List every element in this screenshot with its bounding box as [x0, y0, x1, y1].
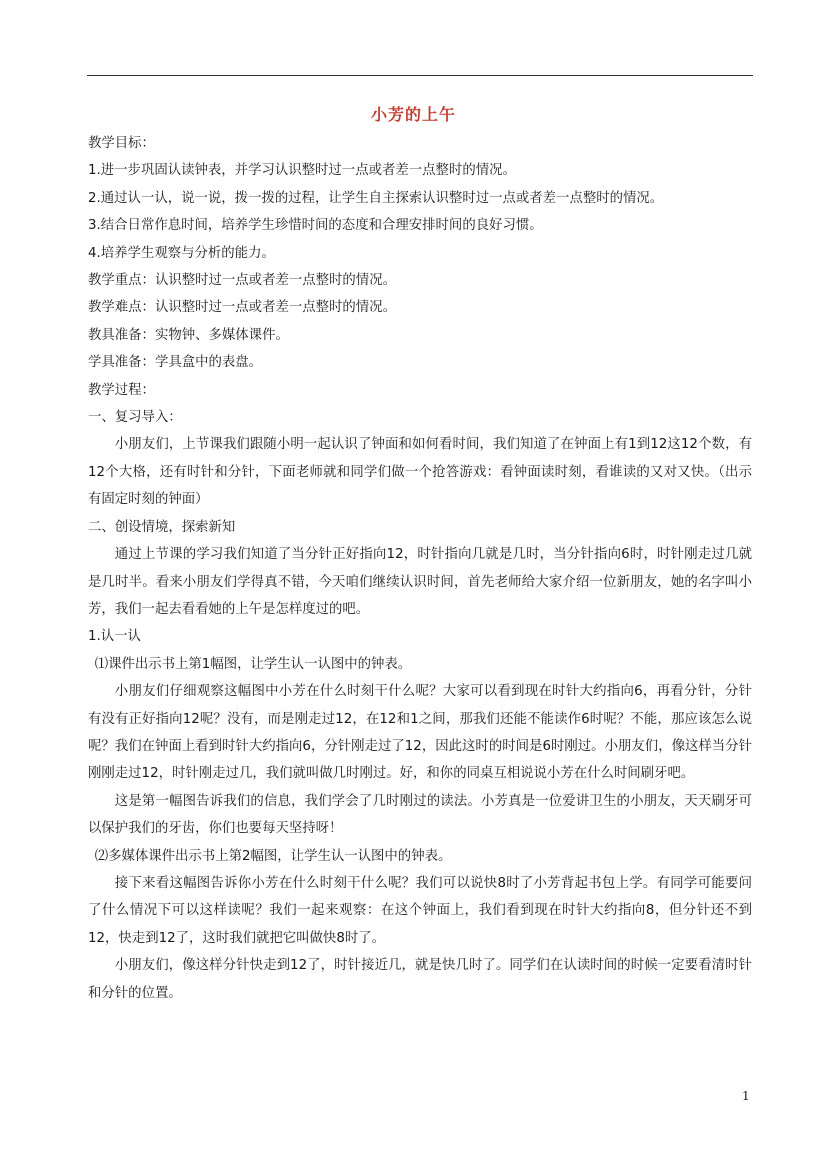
document-title: 小芳的上午	[370, 105, 456, 124]
paragraph: 这是第一幅图告诉我们的信息，我们学会了几时刚过的读法。小芳真是一位爱讲卫生的小朋友，天天刷牙可以保护我们的牙齿，你们也要每天坚持呀！	[88, 793, 752, 837]
paragraph: 3.结合日常作息时间，培养学生珍惜时间的态度和合理安排时间的良好习惯。	[88, 218, 543, 234]
header-rule	[87, 75, 753, 76]
paragraph: 小朋友们仔细观察这幅图中小芳在什么时刻干什么呢？大家可以看到现在时针大约指向6，再看分针，分针有没有正好指向12呢？没有，而是刚走过12，在12和1之间，那我们还能不能读作6时呢？不能，那应该怎么说呢？我们在钟面上看到时针大约指向6，分针刚走过了12，因此这时的时间是6时刚过。小朋友们，像这样当分针刚刚走过12，时针刚走过几，我们就叫做几时刚过。好，和你的同桌互相说说小芳在什么时间刷牙吧。	[88, 684, 752, 782]
paragraph: ⑴课件出示书上第1幅图，让学生认一认图中的钟表。	[94, 656, 412, 672]
paragraph: 教学目标：	[88, 136, 155, 151]
paragraph: 一、复习导入：	[88, 410, 182, 426]
paragraph: 通过上节课的学习我们知道了当分针正好指向12，时针指向几就是几时，当分针指向6时，时针刚走过几就是几时半。看来小朋友们学得真不错，今天咱们继续认识时间，首先老师给大家介绍一位新朋友，她的名字叫小芳，我们一起去看看她的上午是怎样度过的吧。	[88, 547, 752, 617]
paragraph: 教学难点：认识整时过一点或者差一点整时的情况。	[88, 300, 396, 316]
paragraph: 1.认一认	[88, 629, 141, 645]
paragraph: 2.通过认一认，说一说，拨一拨的过程，让学生自主探索认识整时过一点或者差一点整时的情况。	[88, 190, 664, 206]
paragraph: 小朋友们，像这样分针快走到12了，时针接近几，就是快几时了。同学们在认读时间的时候一定要看清时针和分针的位置。	[88, 958, 752, 1001]
paragraph: 小朋友们，上节课我们跟随小明一起认识了钟面和如何看时间，我们知道了在钟面上有1到12这12个数，有12个大格，还有时针和分针，下面老师就和同学们做一个抢答游戏：看钟面读时刻，看谁读的又对又快。（出示有固定时刻的钟面）	[88, 437, 752, 508]
paragraph: 教学过程：	[88, 382, 155, 398]
paragraph: 接下来看这幅图告诉你小芳在什么时刻干什么呢？我们可以说快8时了小芳背起书包上学。有同学可能要问了什么情况下可以这样读呢？我们一起来观察：在这个钟面上，我们看到现在时针大约指向8，但分针还不到12，快走到12了，这时我们就把它叫做快8时了。	[88, 875, 752, 946]
document-body	[88, 130, 752, 1007]
paragraph: 学具准备：学具盒中的表盘。	[88, 355, 263, 371]
paragraph: 1.进一步巩固认读钟表，并学习认识整时过一点或者差一点整时的情况。	[88, 163, 516, 179]
paragraph: 教具准备：实物钟、多媒体课件。	[88, 327, 289, 343]
paragraph: 二、创设情境，探索新知	[88, 519, 236, 535]
page-number: 1	[742, 1089, 750, 1103]
paragraph: ⑵多媒体课件出示书上第2幅图，让学生认一认图中的钟表。	[94, 848, 452, 864]
paragraph: 4.培养学生观察与分析的能力。	[88, 245, 275, 261]
paragraph: 教学重点：认识整时过一点或者差一点整时的情况。	[88, 273, 396, 289]
